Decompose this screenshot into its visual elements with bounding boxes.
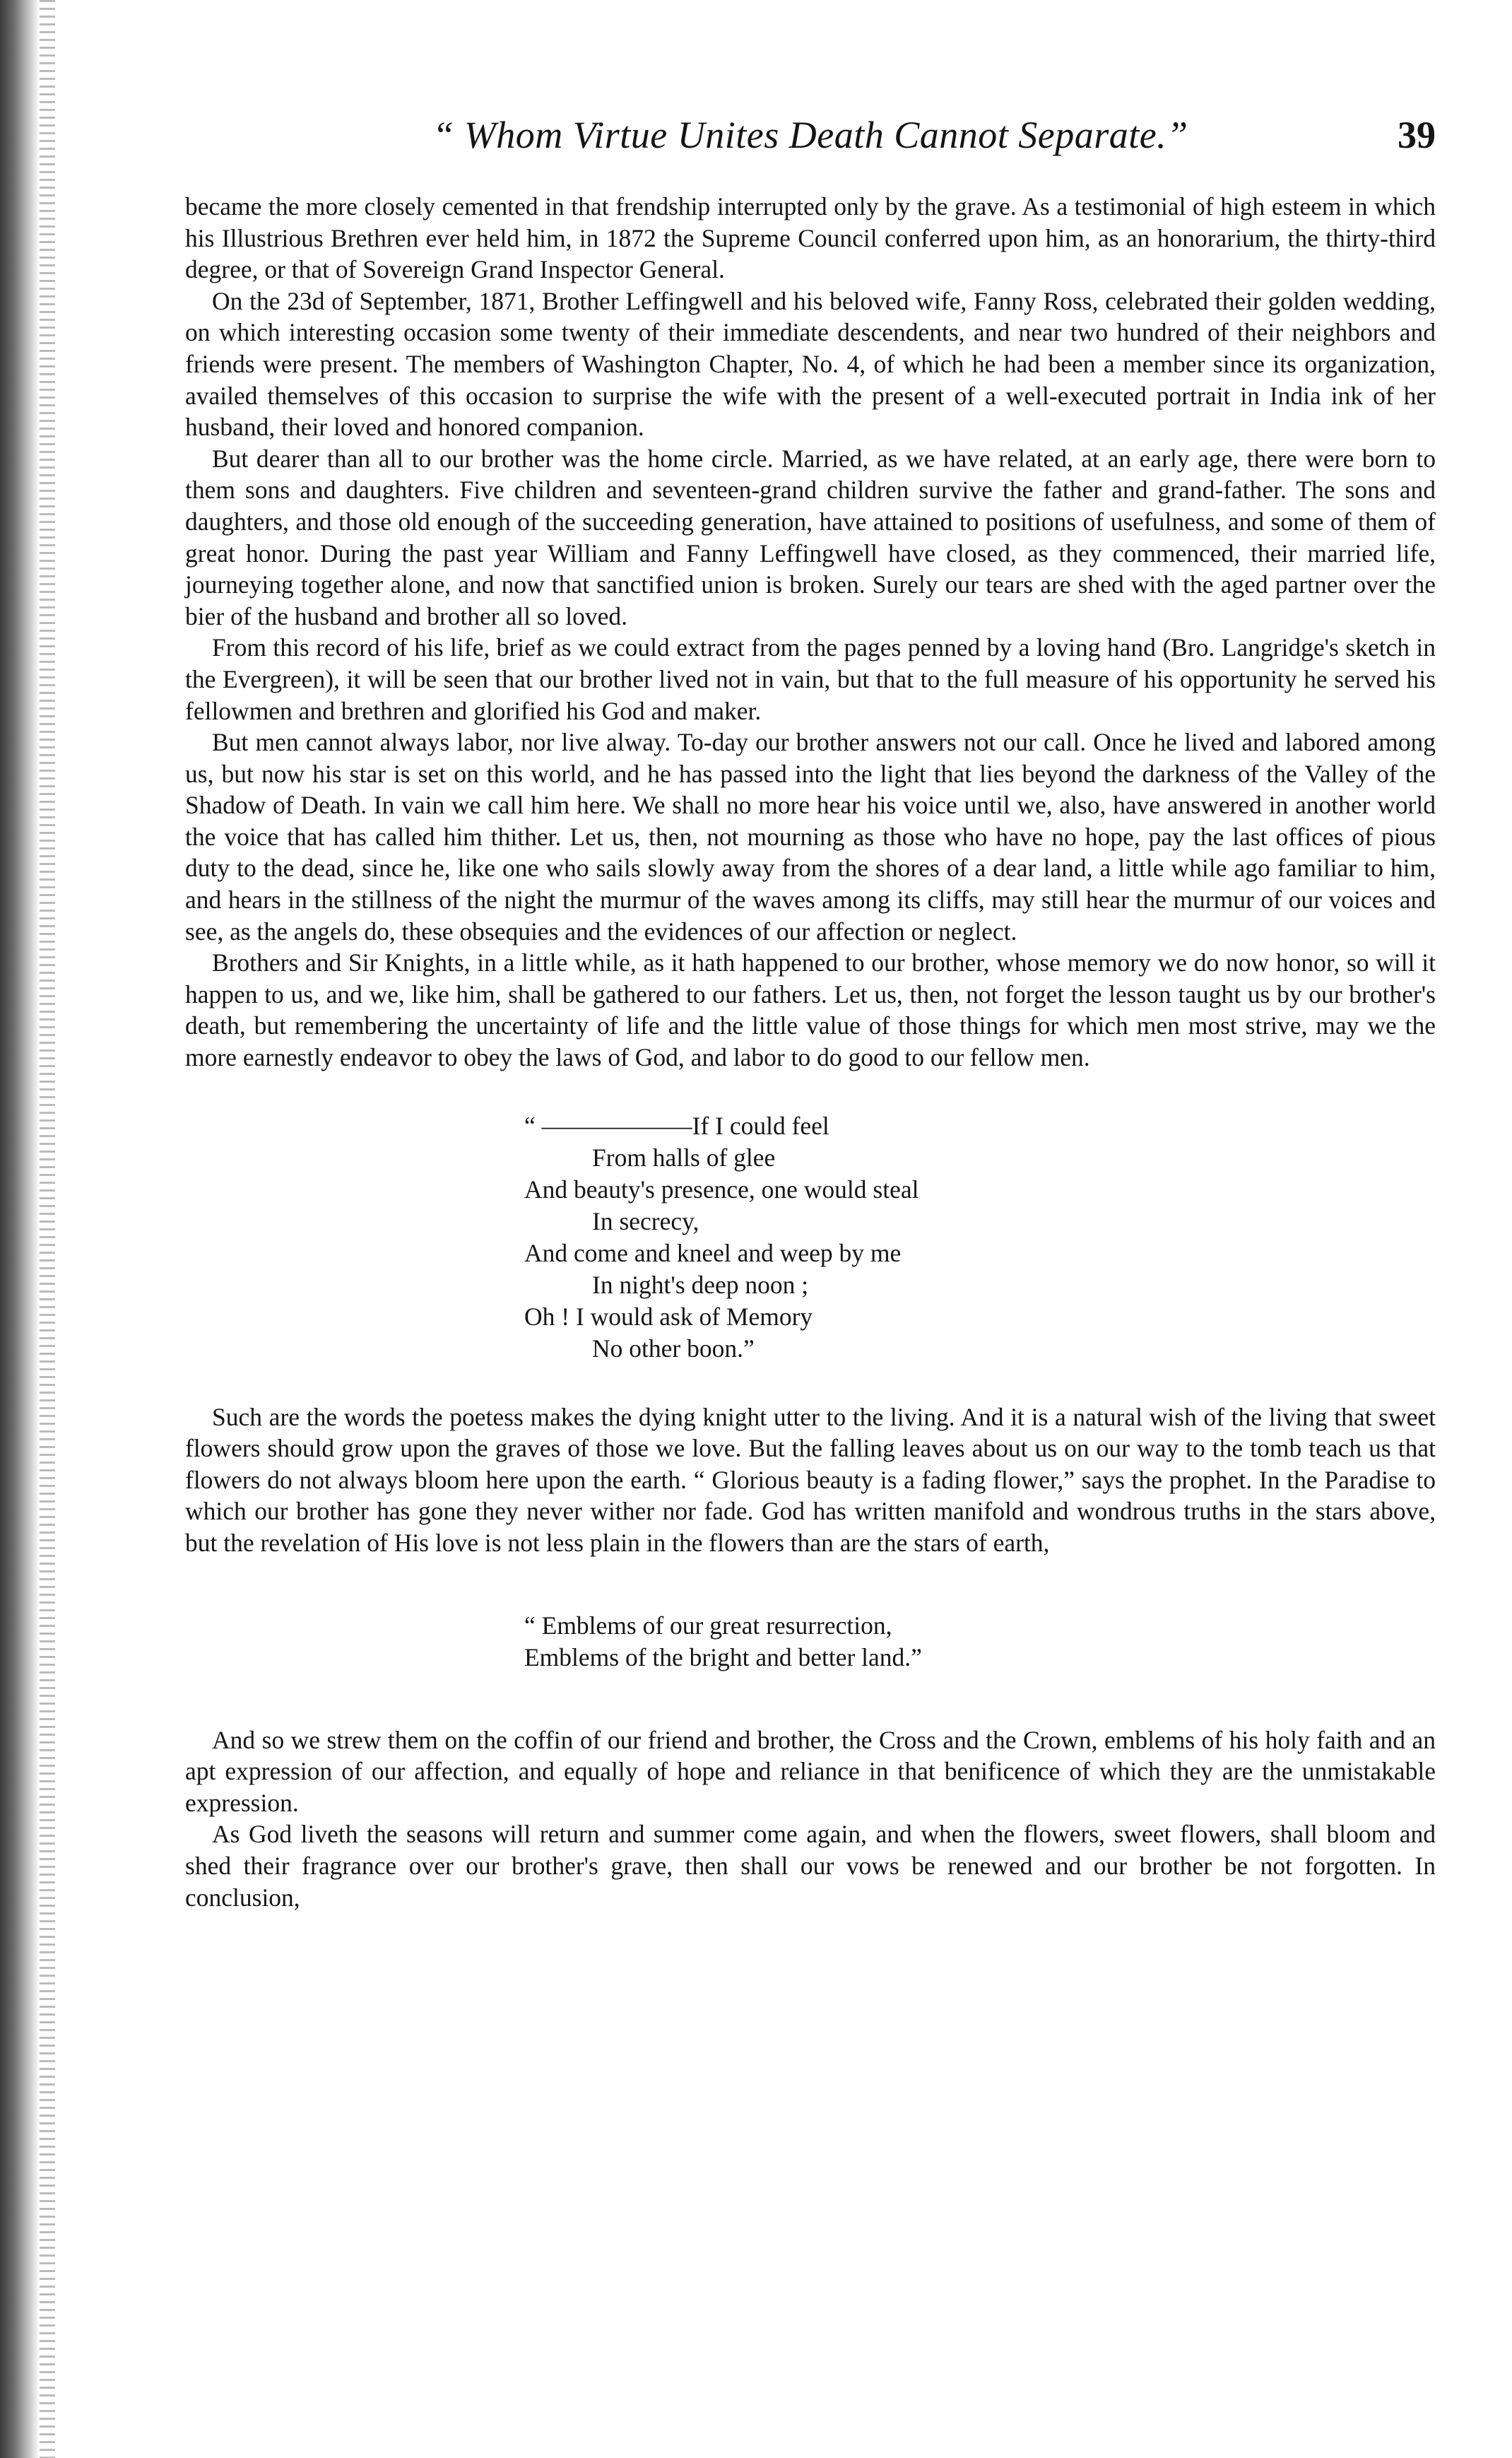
running-head-title: “ Whom Virtue Unites Death Cannot Separate.” (432, 114, 1188, 156)
poem-line: Emblems of the bright and better land.” (524, 1642, 922, 1671)
paragraph-5: But men cannot always labor, nor live alway. To-day our brother answers not our call. Once he lived and labored among us, but now his star is set on this world, and he has passed into the light that lies beyond the darkness of the Valley of the Shadow of Death. In vain we call him here. We shall no more hear his voice until we, also, have answered in another world the voice that has called him thither. Let us, then, not mourning as those who have no hope, pay the last offices of pious duty to the dead, since he, like one who sails slowly away from the shores of a dear land, a little while ago familiar to him, and hears in the stillness of the night the murmur of the waves among its cliffs, may still hear the murmur of our voices and see, as the angels do, these obsequies and the evidences of our affection or neglect. (185, 728, 1436, 946)
poem-line: And come and kneel and weep by me (524, 1238, 902, 1267)
paragraph-3: But dearer than all to our brother was the home circle. Married, as we have related, at an early age, there were born to them sons and daughters. Five children and seventeen-grand children survive the father and grand-father. The sons and daughters, and those old enough of the succeeding generation, have attained to positions of usefulness, and some of them of great honor. During the past year William and Fanny Leffingwell have closed, as they commenced, their married life, journeying together alone, and now that sanctified union is broken. Surely our tears are shed with the aged partner over the bier of the husband and brother all so loved. (185, 444, 1436, 630)
paragraph-4: From this record of his life, brief as we could extract from the pages penned by a loving hand (Bro. Langridge's sketch in the Evergreen), it will be seen that our brother lived not in vain, but that to the full measure of his opportunity he served his fellowmen and brethren and glorified his God and maker. (185, 633, 1436, 725)
paragraph-8: And so we strew them on the coffin of our friend and brother, the Cross and the Crown, emblems of his holy faith and an apt expression of our affection, and equally of hope and reliance in that benificence of which they are the unmistakable expression. (185, 1725, 1436, 1817)
paragraph-6: Brothers and Sir Knights, in a little while, as it hath happened to our brother, whose memory we do now honor, so will it happen to us, and we, like him, shall be gathered to our fathers. Let us, then, not forget the lesson taught us by our brother's death, but remembering the uncertainty of life and the little value of those things for which men most strive, may we the more earnestly endeavor to obey the laws of God, and labor to do good to our fellow men. (185, 948, 1436, 1072)
paragraph-9: As God liveth the seasons will return and summer come again, and when the flowers, sweet flowers, shall bloom and shed their fragrance over our brother's grave, then shall our vows be renewed and our brother be not forgotten. In conclusion, (185, 1820, 1436, 1912)
paragraph-7: Such are the words the poetess makes the dying knight utter to the living. And it is a natural wish of the living that sweet flowers should grow upon the graves of those we love. But the falling leaves about us on our way to the tomb teach us that flowers do not always bloom here upon the earth. “ Glorious beauty is a fading flower,” says the prophet. In the Paradise to which our brother has gone they never wither nor fade. God has written manifold and wondrous truths in the stars above, but the revelation of His love is not less plain in the flowers than are the stars of earth, (185, 1402, 1436, 1557)
page-number: 39 (1398, 114, 1436, 156)
book-binding-edge (0, 0, 40, 2458)
poem-line: In night's deep noon ; (592, 1270, 809, 1299)
poem-line: And beauty's presence, one would steal (524, 1175, 919, 1204)
poem-line: Oh ! I would ask of Memory (524, 1302, 813, 1331)
poem-line: In secrecy, (592, 1206, 699, 1235)
page-content (185, 113, 1436, 1913)
poem-quote (524, 1110, 1436, 1365)
paragraph-2: On the 23d of September, 1871, Brother Leffingwell and his beloved wife, Fanny Ross, celebrated their golden wedding, on which interesting occasion some twenty of their immediate descendents, and near two hundred of their neighbors and friends were present. The members of Washington Chapter, No. 4, of which he had been a member since its organization, availed themselves of this occasion to surprise the wife with the present of a well-executed portrait in India ink of her husband, their loved and honored companion. (185, 286, 1436, 442)
poem-line: From halls of glee (592, 1143, 776, 1172)
poem-line: “ ——————If I could feel (524, 1111, 829, 1140)
poem-line: No other boon.” (592, 1334, 755, 1363)
paragraph-1: became the more closely cemented in that frendship interrupted only by the grave. As a testimonial of high esteem in which his Illustrious Brethren ever held him, in 1872 the Supreme Council conferred upon him, as an honorarium, the thirty-third degree, or that of Sovereign Grand Inspector General. (185, 192, 1436, 284)
poem-quote-2 (524, 1610, 1436, 1674)
poem-line: “ Emblems of our great resurrection, (524, 1611, 892, 1640)
binding-shadow (40, 0, 55, 2458)
running-head (185, 113, 1436, 177)
